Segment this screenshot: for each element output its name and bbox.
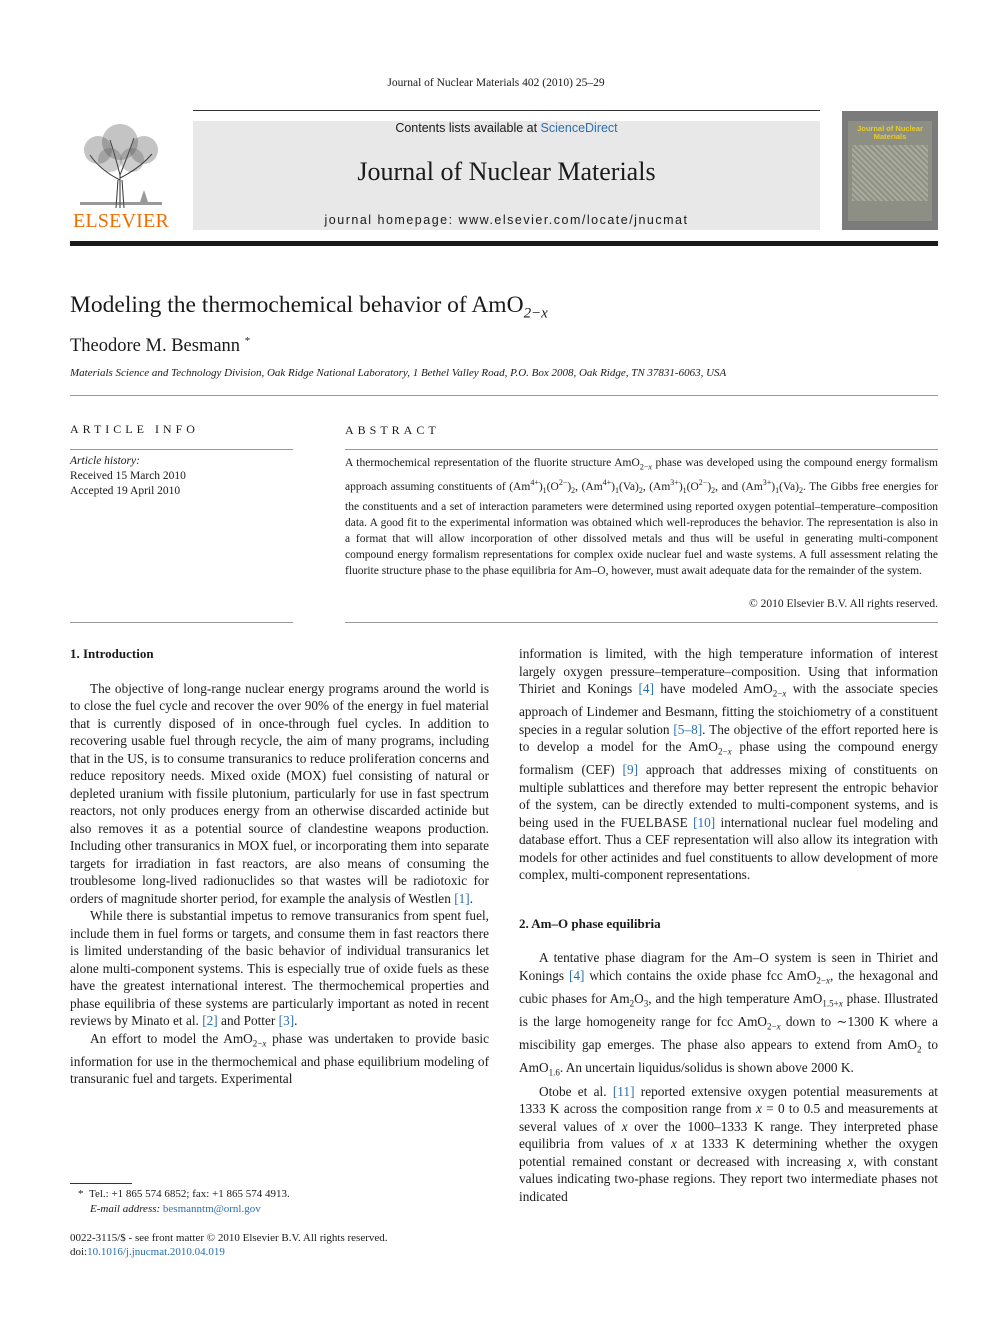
abstract-label: ABSTRACT xyxy=(345,423,440,437)
phase-paragraph-1: A tentative phase diagram for the Am–O system is seen in Thiriet and Konings [4] which contains the oxide phase fcc AmO$_{2-x}$, the hexagonal and cubic phases for $Am_2O_3$, and the high temperature AmO$_{1.5+x}$ phase. Illustrated is the large homogeneity range for fcc AmO$_{2-x}$ down to ∼1300 K where a miscibility gap emerges. The phase also appears to extend from AmO$_2$ to AmO$_{1.6}$. An uncertain liquidus/solidus is shown above 2000 K. xyxy=(519,950,939,1079)
author-name xyxy=(70,335,250,357)
email-link[interactable]: besmanntm@ornl.gov xyxy=(162,1202,261,1215)
article-title xyxy=(70,292,548,323)
article-history xyxy=(70,454,186,499)
section-heading-introduction: 1. Introduction xyxy=(70,646,154,661)
abstract-top-rule xyxy=(345,449,938,450)
ref-link[interactable]: [9] xyxy=(622,762,639,778)
ref-link[interactable]: [11] xyxy=(612,1083,635,1099)
affiliation-rule xyxy=(70,395,938,396)
ref-link[interactable]: [4] xyxy=(568,967,585,983)
abstract-bottom-rule xyxy=(345,622,938,623)
article-title-text: Modeling the thermochemical behavior of AmO xyxy=(70,292,524,318)
footnote-rule xyxy=(70,1183,132,1184)
ref-link[interactable]: [1] xyxy=(454,890,470,906)
cover-image xyxy=(852,145,928,201)
author-footnote xyxy=(70,1187,290,1216)
info-top-rule xyxy=(70,449,293,450)
intro-paragraph-1: The objective of long-range nuclear energy programs around the world is to close the fuel cycle and recover the over 90% of the energy in fuel material that is currently disposed of in once-through fuel cycles. In addition to recovering usable fuel through recycle, the aim of many programs, including that in the US, is to consume transuranics to reduce proliferation concerns and reduce repository needs. Mixed oxide (MOX) fuel consisting of natural or depleted uranium with fissile plutonium, particularly for use in fast spectrum reactors, not only produces energy from an otherwise discarded actinide but also removes it as a potential source of clandestine weapons production. Including other transuranics in MOX fuel, or incorporating them into separate targets for irradiation in fast reactors, are also means of consuming the troublesome long-lived radionuclides so that wastes will be radiotoxic for orders of magnitude shorter period, for example the analysis of Westlen [1]. xyxy=(70,680,489,906)
phase-paragraph-2: Otobe et al. [11] reported extensive oxygen potential measurements at 1333 K across the composition range from x = 0 to 0.5 and measurements at several values of x over the 1000–1333 K range. They interpreted phase equilibria from values of x at 1333 K determining whether the oxygen potential remained constant or decreased with increasing x, with constant values indicating two-phase regions. They report two intermediate phases not indicated xyxy=(519,1083,938,1204)
ref-link[interactable]: [4] xyxy=(638,681,655,696)
intro-paragraph-3: An effort to model the AmO$_{2-x}$ phase was undertaken to provide basic information for use in the thermochemical and phase equilibrium modeling of transuranic fuel and targets. Experimental xyxy=(70,1030,489,1087)
doi-label: doi: xyxy=(70,1246,88,1258)
article-info-label: ARTICLE INFO xyxy=(70,422,199,436)
history-label: Article history: xyxy=(70,455,140,467)
abstract-copyright: © 2010 Elsevier B.V. All rights reserved. xyxy=(749,598,938,610)
imprint-line: 0022-3115/$ - see front matter © 2010 Elsevier B.V. All rights reserved. xyxy=(70,1232,388,1244)
affiliation: Materials Science and Technology Division, Oak Ridge National Laboratory, 1 Bethel Valley Road, P.O. Box 2008, Oak Ridge, TN 37831-6063, USA xyxy=(70,367,727,379)
journal-cover-thumbnail xyxy=(842,111,938,230)
contents-prefix: Contents lists available at xyxy=(395,121,541,135)
intro-paragraph-3-cont: information is limited, with the high temperature information of interest largely oxygen pressure–temperature–composition. Using that information Thiriet and Konings [4] have modeled AmO$_{2-x}$ with the associate species approach of Lindemer and Besmann, fitting the stoichiometry of a constituent species in a regular solution [5–8]. The objective of the effort reported here is to develop a model for the AmO$_{2-x}$ phase using the compound energy formalism (CEF) [9] approach that addresses mixing of constituents on multiple sublattices and therefore may better represent the entropic behavior of the system, can be directly extended to multi-component systems, and is being used in the FUELBASE [10] international nuclear fuel modeling and database effort. Thus a CEF representation will also allow its integration with models for other actinides and fuel constituents to allow development of more complex, multi-component representations. xyxy=(519,646,939,883)
header-rule xyxy=(193,110,820,111)
running-head: Journal of Nuclear Materials 402 (2010) 25–29 xyxy=(387,77,605,89)
author-footnote-mark[interactable]: * xyxy=(244,335,251,347)
footnote-mark: * xyxy=(78,1188,84,1200)
author-text: Theodore M. Besmann xyxy=(70,336,241,357)
journal-title: Journal of Nuclear Materials xyxy=(357,157,656,186)
left-column xyxy=(70,645,489,1088)
ref-link[interactable]: [5–8] xyxy=(673,721,703,737)
info-bottom-rule xyxy=(70,622,293,623)
accepted-date: Accepted 19 April 2010 xyxy=(70,485,181,497)
received-date: Received 15 March 2010 xyxy=(70,470,186,482)
ref-link[interactable]: [10] xyxy=(693,814,716,830)
email-label: E-mail address: xyxy=(90,1202,163,1215)
publisher-wordmark: ELSEVIER xyxy=(72,210,170,232)
sciencedirect-link[interactable]: ScienceDirect xyxy=(540,121,618,135)
contents-line xyxy=(193,121,820,135)
ref-link[interactable]: [3] xyxy=(278,1013,295,1028)
ref-link[interactable]: [2] xyxy=(202,1013,218,1028)
cover-title: Journal of Nuclear Materials xyxy=(857,124,923,141)
header-thick-rule xyxy=(70,241,938,246)
intro-paragraph-2: While there is substantial impetus to remove transuranics from spent fuel, include them in fuel forms or targets, and consume them in fast reactors there is limited understanding of the basic behavior of individual transuranics let alone multi-component systems. This is especially true of oxide fuels as these have the greatest international interest. The thermochemical properties and phase equilibria of these systems are particularly important as noted in recent reviews by Minato et al. [2] and Potter [3]. xyxy=(70,908,489,1028)
journal-homepage[interactable]: journal homepage: www.elsevier.com/locate/jnucmat xyxy=(324,213,689,227)
abstract-body: A thermochemical representation of the fluorite structure AmO$_{2-x}$ phase was developed using the compound energy formalism approach assuming constituents of $(Am^{4+})_1(O^{2-})_2$, $(Am^{4+})_1(Va)_2$, $(Am^{3+})_1(O^{2-})_2$, and $(Am^{3+})_1(Va)_2$. The Gibbs free energies for the constituents and a set of interaction parameters were determined using reported oxygen potential–temperature–composition data. A good fit to the experimental information was obtained which well-reproduces the behavior. The representation is also in a format that will allow incorporation of other dissolved metals and thus will be useful in generating multi-component compound energy formalism representations for complex oxide nuclear fuel and waste systems. A full assessment relating the fluorite structure phase to the phase equilibria for Am–O, however, must await adequate data for the remainder of the system. xyxy=(345,457,938,578)
imprint xyxy=(70,1231,388,1259)
section-heading-phase-equilibria: 2. Am–O phase equilibria xyxy=(519,915,661,931)
article-title-subscript: 2−x xyxy=(523,305,548,322)
doi-link[interactable]: 10.1016/j.jnucmat.2010.04.019 xyxy=(87,1246,225,1258)
footnote-tel: Tel.: +1 865 574 6852; fax: +1 865 574 4913. xyxy=(89,1188,290,1200)
right-column xyxy=(519,645,938,1205)
